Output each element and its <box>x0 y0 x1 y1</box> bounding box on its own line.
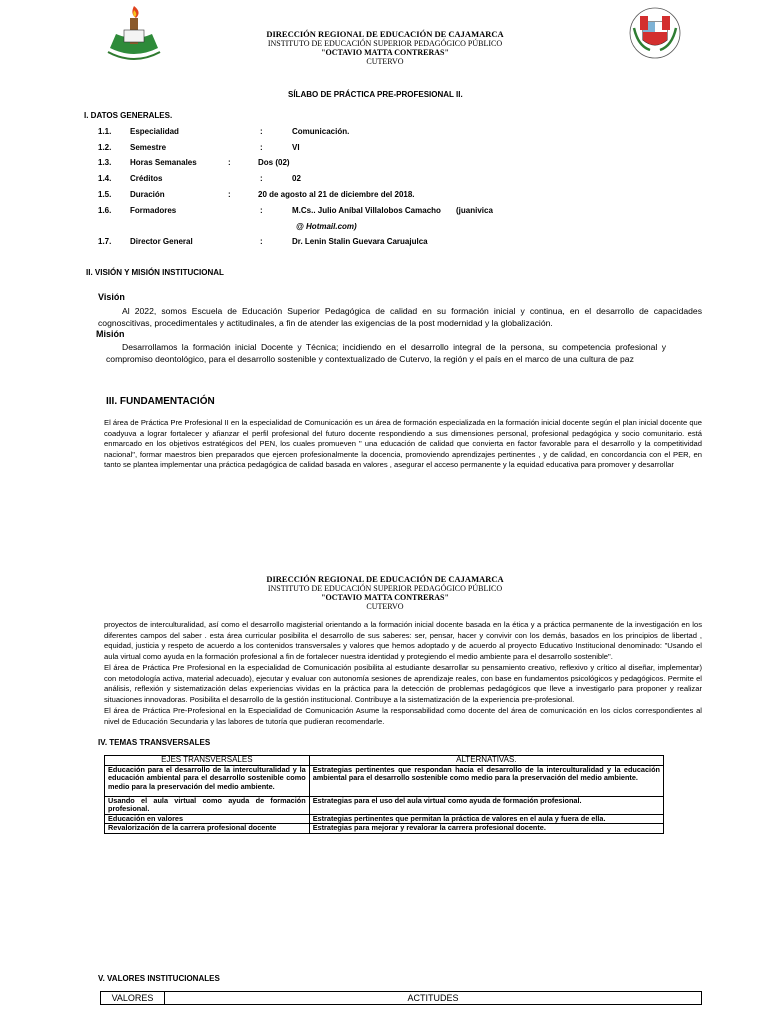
table-row <box>105 765 664 796</box>
table-header-alternativas: ALTERNATIVAS. <box>309 756 663 766</box>
header-line-1: DIRECCIÓN REGIONAL DE EDUCACIÓN DE CAJAMARCA <box>266 574 504 584</box>
table-cell-eje: Revalorización de la carrera profesional docente <box>105 824 310 834</box>
datos-row-7: 1.7. Director General : Dr. Lenin Stalin Guevara Caruajulca <box>98 237 428 246</box>
header-line-1: DIRECCIÓN REGIONAL DE EDUCACIÓN DE CAJAMARCA <box>266 29 504 39</box>
fundamentacion-text: El área de Práctica Pre Profesional II en la especialidad de Comunicación es un área de formación especializada en la formación inicial docente según el plan inicial docente que coadyuva a lograr fortalecer y afianzar el perfil profesional del futuro docente respondiendo a sus dimensiones personal, profesional pedagógica y socio comunitario. está enmarcado en los objetivos estratégicos del PEN, los cuales promueven " una educación de calidad que convierta en factor favorable para el desarrollo y la competitividad nacional", formar maestros bien preparados que ejercen profesionalmente la docencia, promoviendo aprendizajes pertinentes , y de calidad, en concordancia con el PER, en tanto se plantea implementar una práctica pedagógica de calidad basada en valores , asegurar el acceso permanente y la equidad educativa para promover y desarrollar <box>104 418 702 470</box>
vision-text: Al 2022, somos Escuela de Educación Superior Pedagógica de calidad en su formación inicial y continua, en el desarrollo de capacidades cognoscitivas, procedimentales y actitudinales, a fin de atender las exigencias de la post modernidad y la globalización. <box>98 306 702 328</box>
header-line-2: INSTITUTO DE EDUCACIÓN SUPERIOR PEDAGÓGICO PÚBLICO <box>267 39 503 48</box>
table-header-ejes: EJES TRANSVERSALES <box>105 756 310 766</box>
table-cell-alt: Estrategias pertinentes que respondan hacia el desarrollo de la interculturalidad y la educación ambiental para el desarrollo sostenible como medio para la preservación del medio ambiente. <box>309 765 663 796</box>
section2-heading: II. VISIÓN Y MISIÓN INSTITUCIONAL <box>86 268 224 277</box>
fundamentacion-text-cont2: El área de Práctica Pre Profesional en la especialidad de Comunicación posibilita al estudiante desarrollar su pensamiento creativo, reflexivo y crítico al diseñar, implementar) con metodología activa, material adecuado), ejecutar y evaluar con autonomía sesiones de aprendizaje reales, con base en fundamentos psicológicos y pedagógicos. Permite el análisis, reflexión y sistematización delas experiencias vividas en la práctica para la detección de problemas pedagógicos que lleve a investigarlo para proponer y realizar situaciones innovadoras. Posibilita el desarrollo de la gestión institucional. Contribuye a la sistematización de la experiencia pre-profesional. <box>104 663 702 704</box>
vision-label: Visión <box>98 292 125 302</box>
datos-row-5: 1.5. Duración : 20 de agosto al 21 de diciembre del 2018. <box>98 190 415 199</box>
table-row <box>105 796 664 814</box>
document-title: SÍLABO DE PRÁCTICA PRE-PROFESIONAL II. <box>288 90 463 99</box>
institution-header <box>200 30 570 66</box>
table-cell-alt: Estrategias para el uso del aula virtual como ayuda de formación profesional. <box>309 796 663 814</box>
header-line-4: CUTERVO <box>366 57 404 66</box>
table-cell-eje: Educación en valores <box>105 814 310 824</box>
peru-coat-of-arms-logo <box>628 6 682 60</box>
header-line-4: CUTERVO <box>366 602 404 611</box>
table-cell-alt: Estrategias para mejorar y revalorar la carrera profesional docente. <box>309 824 663 834</box>
mision-label: Misión <box>96 329 125 339</box>
header-line-2: INSTITUTO DE EDUCACIÓN SUPERIOR PEDAGÓGICO PÚBLICO <box>267 584 503 593</box>
table-row <box>105 824 664 834</box>
datos-row-2: 1.2. Semestre : VI <box>98 143 300 152</box>
mision-text: Desarrollamos la formación inicial Docente y Técnica; incidiendo en el desarrollo integral de la persona, su competencia profesional y compromiso deontológico, para el desarrollo sostenible y contextualizado de Cutervo, la región y el país en el marco de una cultura de paz <box>106 342 666 364</box>
section5-heading: V. VALORES INSTITUCIONALES <box>98 974 220 983</box>
table-cell-eje: Educación para el desarrollo de la interculturalidad y la educación ambiental para el desarrollo sostenible como medio para la preservación del medio ambiente. <box>105 765 310 796</box>
fundamentacion-text-cont: proyectos de interculturalidad, así como el desarrollo magisterial orientando a la formación inicial docente basada en la ética y a práctica permanente de la investigación en los diferentes campos del saber . esta área curricular posibilita el desarrollo de sus saberes: ser, pensar, hacer y convivir con los demás, basados en los principios de libertad , equidad, justicia y respeto de acuerdo a los contenidos transversales y valores que hemos adoptado y de acuerdo al proyecto Educativo Institucional denominado: "Usando el aula virtual como ayuda en la formación profesional a fin de fortalecer nuestra identidad y protegiendo el medio ambiente para el desarrollo sostenible". <box>104 620 702 661</box>
datos-row-1: 1.1. Especialidad : Comunicación. <box>98 127 350 136</box>
institution-header-page2 <box>200 575 570 611</box>
datos-row-4: 1.4. Créditos : 02 <box>98 174 301 183</box>
temas-transversales-table <box>104 755 664 834</box>
header-line-3: "OCTAVIO MATTA CONTRERAS" <box>321 48 449 57</box>
table-header-actitudes: ACTITUDES <box>165 992 702 1005</box>
valores-table <box>100 991 702 1005</box>
school-crest-logo <box>100 4 168 64</box>
table-cell-eje: Usando el aula virtual como ayuda de formación profesional. <box>105 796 310 814</box>
section3-heading: III. FUNDAMENTACIÓN <box>106 396 215 407</box>
datos-row-6: 1.6. Formadores : M.Cs.. Julio Aníbal Villalobos Camacho (juanivica @ Hotmail.com) <box>98 206 493 231</box>
table-header-row <box>101 992 702 1005</box>
table-cell-alt: Estrategias pertinentes que permitan la práctica de valores en el aula y fuera de ella. <box>309 814 663 824</box>
header-line-3: "OCTAVIO MATTA CONTRERAS" <box>321 593 449 602</box>
section1-heading: I. DATOS GENERALES. <box>84 111 173 120</box>
section4-heading: IV. TEMAS TRANSVERSALES <box>98 738 211 747</box>
table-header-valores: VALORES <box>101 992 165 1005</box>
fundamentacion-text-cont3: El área de Práctica Pre-Profesional en la Especialidad de Comunicación Asume la responsabilidad como docente del área de comunicación en los ciclos correspondientes al nivel de Educación Secundaria y las labores de tutoría que pudieran recomendarle. <box>104 706 702 726</box>
table-header-row <box>105 756 664 766</box>
datos-row-3: 1.3. Horas Semanales : Dos (02) <box>98 158 290 167</box>
